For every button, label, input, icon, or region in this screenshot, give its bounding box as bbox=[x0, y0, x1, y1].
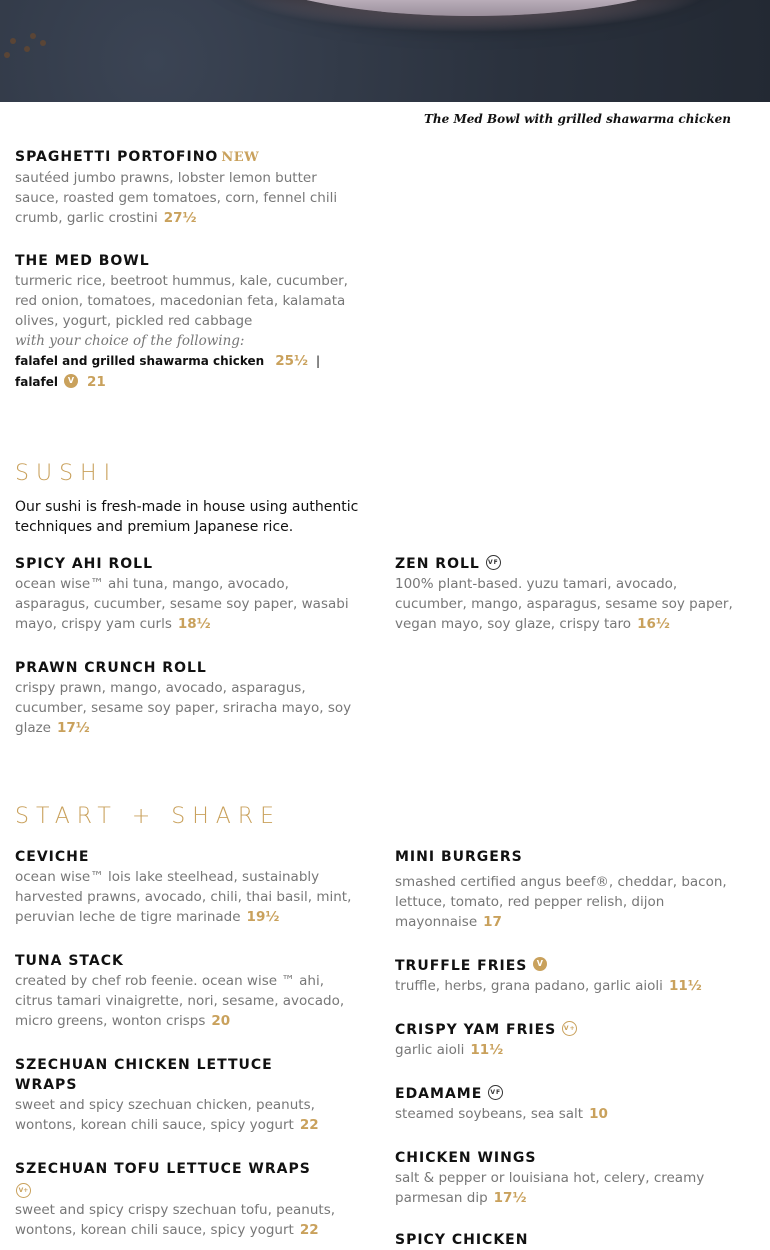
item-price: 16½ bbox=[637, 616, 670, 632]
peppercorn-decoration bbox=[4, 52, 10, 58]
item-description-text: created by chef rob feenie. ocean wise ™ ahi, citrus tamari vinaigrette, nori, sesame, avocado, micro greens, wonton crisps bbox=[15, 973, 345, 1029]
item-name bbox=[395, 1084, 745, 1104]
menu-item-spicy-chicken bbox=[395, 1230, 745, 1250]
peppercorn-decoration bbox=[40, 40, 46, 46]
item-description bbox=[395, 976, 745, 996]
menu-item-szechuan-tofu-wraps bbox=[15, 1159, 360, 1240]
item-name-text: TRUFFLE FRIES bbox=[395, 958, 528, 974]
item-description bbox=[15, 574, 360, 634]
item-description bbox=[15, 1200, 360, 1240]
item-name: TUNA STACK bbox=[15, 953, 124, 969]
vegan-friendly-icon: VF bbox=[488, 1085, 503, 1100]
option-row bbox=[15, 372, 360, 393]
item-description-text: ocean wise™ lois lake steelhead, sustainably harvested prawns, avocado, chili, thai basil, mint, peruvian leche de tigre marinade bbox=[15, 869, 352, 925]
menu-item-szechuan-chicken-wraps bbox=[15, 1055, 319, 1135]
vegetarian-icon: V bbox=[533, 957, 547, 971]
menu-item-ceviche bbox=[15, 847, 360, 927]
item-name bbox=[395, 554, 745, 574]
section-title-sushi: SUSHI bbox=[15, 461, 118, 486]
item-name: MINI BURGERS bbox=[395, 849, 523, 865]
item-description bbox=[395, 1168, 745, 1208]
peppercorn-decoration bbox=[30, 33, 36, 39]
menu-item-truffle-fries bbox=[395, 956, 745, 996]
item-description bbox=[15, 971, 360, 1031]
item-name-text: ZEN ROLL bbox=[395, 556, 480, 572]
item-description-text: ocean wise™ ahi tuna, mango, avocado, asparagus, cucumber, sesame soy paper, wasabi mayo, crispy yam curls bbox=[15, 576, 349, 632]
menu-item-mini-burgers bbox=[395, 847, 745, 932]
item-price: 17 bbox=[483, 914, 502, 930]
item-name-text: SPAGHETTI PORTOFINO bbox=[15, 149, 219, 165]
item-price: 19½ bbox=[246, 909, 280, 925]
item-price: 17½ bbox=[57, 720, 90, 736]
item-description-text: sautéed jumbo prawns, lobster lemon butter sauce, roasted gem tomatoes, corn, fennel chili crumb, garlic crostini bbox=[15, 170, 338, 226]
option-price: 25½ bbox=[275, 353, 308, 369]
item-description-text: garlic aioli bbox=[395, 1042, 465, 1058]
item-name-text: CRISPY YAM FRIES bbox=[395, 1022, 557, 1038]
item-name bbox=[15, 147, 360, 168]
item-badges bbox=[15, 1179, 360, 1200]
section-intro: Our sushi is fresh-made in house using authentic techniques and premium Japanese rice. bbox=[15, 499, 359, 535]
item-name bbox=[395, 1020, 745, 1040]
vegan-plus-icon: V+ bbox=[562, 1021, 577, 1036]
option-separator: | bbox=[316, 354, 321, 368]
item-name: SPICY AHI ROLL bbox=[15, 556, 153, 572]
item-name: THE MED BOWL bbox=[15, 253, 150, 269]
item-name: CEVICHE bbox=[15, 849, 90, 865]
item-description: turmeric rice, beetroot hummus, kale, cucumber, red onion, tomatoes, macedonian feta, kalamata olives, yogurt, pickled red cabbage bbox=[15, 273, 348, 329]
vegetarian-icon: V bbox=[64, 374, 78, 388]
peppercorn-decoration bbox=[10, 38, 16, 44]
item-description bbox=[395, 574, 745, 634]
item-price: 22 bbox=[299, 1117, 319, 1133]
item-name: SZECHUAN CHICKEN LETTUCE WRAPS bbox=[15, 1057, 273, 1093]
item-price: 11½ bbox=[668, 978, 702, 994]
option-row bbox=[15, 351, 360, 372]
menu-item-chicken-wings bbox=[395, 1148, 745, 1208]
option-price: 21 bbox=[87, 374, 106, 390]
item-description-text: crispy prawn, mango, avocado, asparagus, cucumber, sesame soy paper, sriracha mayo, soy glaze bbox=[15, 680, 352, 736]
item-price: 20 bbox=[211, 1013, 231, 1029]
bowl-image bbox=[212, 0, 732, 16]
peppercorn-decoration bbox=[24, 46, 30, 52]
vegan-plus-icon: V+ bbox=[16, 1183, 31, 1198]
item-price: 18½ bbox=[177, 616, 211, 632]
item-description-text: truffle, herbs, grana padano, garlic aioli bbox=[395, 978, 663, 994]
item-description bbox=[15, 678, 360, 738]
menu-item-tuna-stack bbox=[15, 951, 360, 1031]
photo-caption: The Med Bowl with grilled shawarma chicken bbox=[424, 112, 731, 126]
menu-item-crispy-yam-fries bbox=[395, 1020, 745, 1060]
item-description bbox=[15, 1095, 360, 1135]
item-name bbox=[395, 956, 745, 976]
menu-item-prawn-crunch-roll bbox=[15, 658, 360, 738]
item-price: 17½ bbox=[493, 1190, 527, 1206]
item-description bbox=[395, 1104, 745, 1124]
item-description-text: 100% plant-based. yuzu tamari, avocado, cucumber, mango, asparagus, sesame soy paper, vegan mayo, soy glaze, crispy taro bbox=[395, 576, 733, 632]
item-description-text: salt & pepper or louisiana hot, celery, creamy parmesan dip bbox=[395, 1170, 705, 1206]
item-description-text: steamed soybeans, sea salt bbox=[395, 1106, 584, 1122]
item-name: CHICKEN WINGS bbox=[395, 1150, 537, 1166]
item-description-text: sweet and spicy crispy szechuan tofu, peanuts, wontons, korean chili sauce, spicy yogurt bbox=[15, 1202, 336, 1238]
item-name: PRAWN CRUNCH ROLL bbox=[15, 660, 207, 676]
item-price: 22 bbox=[299, 1222, 319, 1238]
item-name-text: EDAMAME bbox=[395, 1086, 483, 1102]
item-name: SPICY CHICKEN bbox=[395, 1232, 529, 1248]
choice-note: with your choice of the following: bbox=[15, 333, 245, 349]
item-price: 11½ bbox=[470, 1042, 504, 1058]
option-label: falafel bbox=[15, 375, 59, 389]
menu-item-zen-roll bbox=[395, 554, 745, 634]
item-description bbox=[395, 872, 745, 932]
menu-item-spaghetti-portofino bbox=[15, 147, 360, 228]
hero-photo bbox=[0, 0, 770, 102]
item-description-text: smashed certified angus beef®, cheddar, bacon, lettuce, tomato, red pepper relish, dijon mayonnaise bbox=[395, 874, 727, 930]
item-price: 10 bbox=[589, 1106, 608, 1122]
menu-item-edamame bbox=[395, 1084, 745, 1124]
new-tag: NEW bbox=[221, 150, 260, 165]
section-title-start-share: START + SHARE bbox=[15, 804, 282, 829]
menu-item-spicy-ahi-roll bbox=[15, 554, 360, 634]
item-price: 27½ bbox=[163, 210, 197, 226]
option-label: falafel and grilled shawarma chicken bbox=[15, 354, 265, 368]
menu-item-med-bowl bbox=[15, 251, 360, 393]
item-description-text: sweet and spicy szechuan chicken, peanuts, wontons, korean chili sauce, spicy yogurt bbox=[15, 1097, 315, 1133]
item-description bbox=[15, 867, 360, 927]
item-name: SZECHUAN TOFU LETTUCE WRAPS bbox=[15, 1161, 311, 1177]
vegan-friendly-icon: VF bbox=[486, 555, 501, 570]
item-description bbox=[15, 168, 360, 228]
item-description bbox=[395, 1040, 745, 1060]
